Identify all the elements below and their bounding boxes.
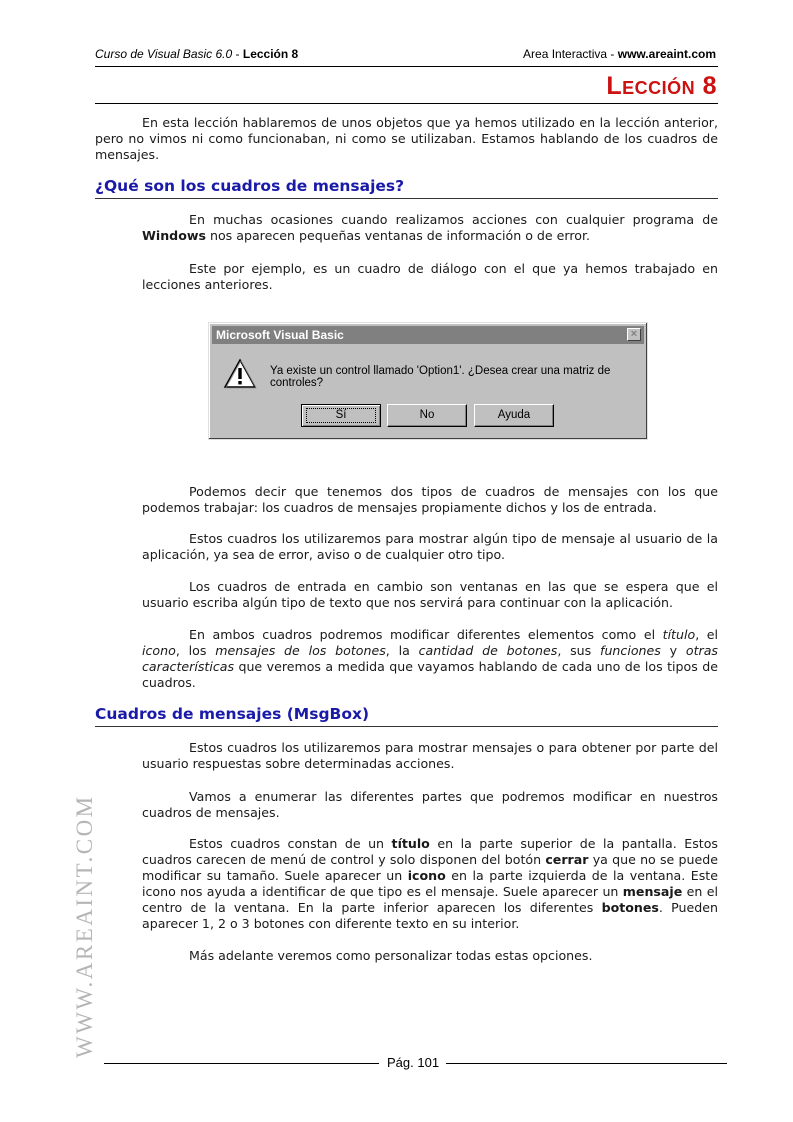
s1-p1-text-end: nos aparecen pequeñas ventanas de información o de error.: [205, 228, 591, 243]
header-url: www.areaint.com: [617, 47, 716, 61]
message-dialog: [208, 322, 648, 440]
s1-p6-g: , la: [385, 643, 419, 658]
no-button[interactable]: [387, 404, 467, 427]
s1-p6-h: cantidad de botones: [418, 643, 558, 658]
s2-p3-j: botones: [601, 900, 659, 915]
header-lesson: Lección 8: [242, 47, 299, 61]
yes-button[interactable]: [301, 404, 381, 427]
s1-p3-text: Podemos decir que tenemos dos tipos de cuadros de mensajes con los que podemos trabajar: los cuadros de mensajes propiamente dichos y los de entrada.: [142, 484, 718, 515]
s1-p6-f: mensajes de los botones: [215, 643, 386, 658]
s1-p6-j: funciones: [600, 643, 661, 658]
s2-p3-k: . Pueden aparecer 1, 2 o 3 botones con diferente texto en su interior.: [142, 900, 718, 931]
s2-p3-h: mensaje: [622, 884, 683, 899]
s2-paragraph-1: [142, 740, 718, 772]
s1-p6-b: título: [662, 627, 696, 642]
footer-rule-left: [104, 1063, 379, 1064]
s2-p3-e: ya que no se puede modificar su tamaño. Suele aparecer un: [142, 852, 718, 883]
s1-p6-a: En ambos cuadros podremos modificar diferentes elementos como el: [189, 627, 663, 642]
warning-icon: [223, 357, 257, 391]
help-label: Ayuda: [497, 409, 531, 421]
dialog-message: Ya existe un control llamado 'Option1'. ¿Desea crear una matriz de controles?: [270, 365, 611, 389]
s1-p6-e: , los: [175, 643, 216, 658]
s2-p3-a: Estos cuadros constan de un: [189, 836, 392, 851]
s1-p1-bold: Windows: [142, 228, 206, 243]
s2-p3-i: en el centro de la ventana. En la parte inferior aparecen los diferentes: [142, 884, 718, 915]
footer-rule-right: [446, 1063, 727, 1064]
s1-p5-text: Los cuadros de entrada en cambio son ventanas en las que se espera que el usuario escriba algún tipo de texto que nos servirá para continuar con la aplicación.: [142, 579, 718, 610]
s2-p3-c: en la parte superior de la pantalla. Estos cuadros carecen de menú de control y solo disponen del botón: [142, 836, 718, 867]
s1-p6-d: icono: [142, 643, 176, 658]
close-icon[interactable]: ×: [627, 328, 641, 341]
course-name: Curso de Visual Basic 6.0: [95, 47, 233, 61]
no-label: No: [419, 409, 435, 421]
yes-label: Sí: [335, 409, 347, 421]
s1-paragraph-2: [142, 261, 718, 293]
s1-paragraph-4: [142, 531, 718, 563]
s1-paragraph-1: [142, 212, 718, 244]
s2-p3-d: cerrar: [545, 852, 589, 867]
s2-p3-g: en la parte izquierda de la ventana. Este icono nos ayuda a identificar de que tipo es el mensaje. Suele aparecer un: [142, 868, 718, 899]
dialog-title: Microsoft Visual Basic: [216, 328, 344, 342]
s1-p1-text: En muchas ocasiones cuando realizamos acciones con cualquier programa de: [189, 212, 718, 227]
s1-p6-l: otras características: [142, 643, 718, 674]
title-divider: [95, 103, 718, 104]
header-site: [523, 47, 716, 61]
header-org: Area Interactiva -: [523, 47, 618, 61]
s1-p6-k: y: [660, 643, 686, 658]
section-heading-msgbox: Cuadros de mensajes (MsgBox): [95, 705, 718, 727]
s1-p2-text: Este por ejemplo, es un cuadro de diálogo con el que ya hemos trabajado en lecciones anteriores.: [142, 261, 718, 292]
s1-paragraph-6: [142, 627, 718, 691]
help-button[interactable]: [474, 404, 554, 427]
dialog-titlebar: [212, 326, 644, 344]
header-course: [95, 47, 298, 61]
s2-p3-b: título: [391, 836, 430, 851]
s2-p2-text: Vamos a enumerar las diferentes partes que podremos modificar en nuestros cuadros de mensajes.: [142, 789, 718, 820]
site-watermark: WWW.AREAINT.COM: [72, 794, 97, 1058]
s2-p3-f: icono: [407, 868, 446, 883]
s1-p6-m: que veremos a medida que vayamos hablando de cada uno de los tipos de cuadros.: [142, 659, 718, 690]
intro-text: En esta lección hablaremos de unos objetos que ya hemos utilizado en la lección anterior, pero no vimos ni como funcionaban, ni como se utilizaban. Estamos hablando de los cuadros de mensajes.: [95, 115, 718, 162]
s1-p6-c: , el: [695, 627, 718, 642]
page-title: Lección 8: [606, 72, 717, 100]
header-separator: -: [232, 47, 243, 61]
s2-paragraph-2: [142, 789, 718, 821]
s2-p1-text: Estos cuadros los utilizaremos para mostrar mensajes o para obtener por parte del usuario respuestas sobre determinadas acciones.: [142, 740, 718, 771]
section-heading-que-son: ¿Qué son los cuadros de mensajes?: [95, 177, 718, 199]
header-divider: [95, 66, 718, 67]
s1-paragraph-3: [142, 484, 718, 516]
s2-paragraph-4: [142, 948, 718, 964]
s1-p6-i: , sus: [557, 643, 601, 658]
s1-p4-text: Estos cuadros los utilizaremos para mostrar algún tipo de mensaje al usuario de la aplicación, ya sea de error, aviso o de cualquier otro tipo.: [142, 531, 718, 562]
page-number: Pág. 101: [387, 1055, 440, 1070]
s2-p4-text: Más adelante veremos como personalizar todas estas opciones.: [189, 948, 593, 963]
s1-paragraph-5: [142, 579, 718, 611]
intro-paragraph: [95, 115, 718, 163]
s2-paragraph-3: [142, 836, 718, 932]
